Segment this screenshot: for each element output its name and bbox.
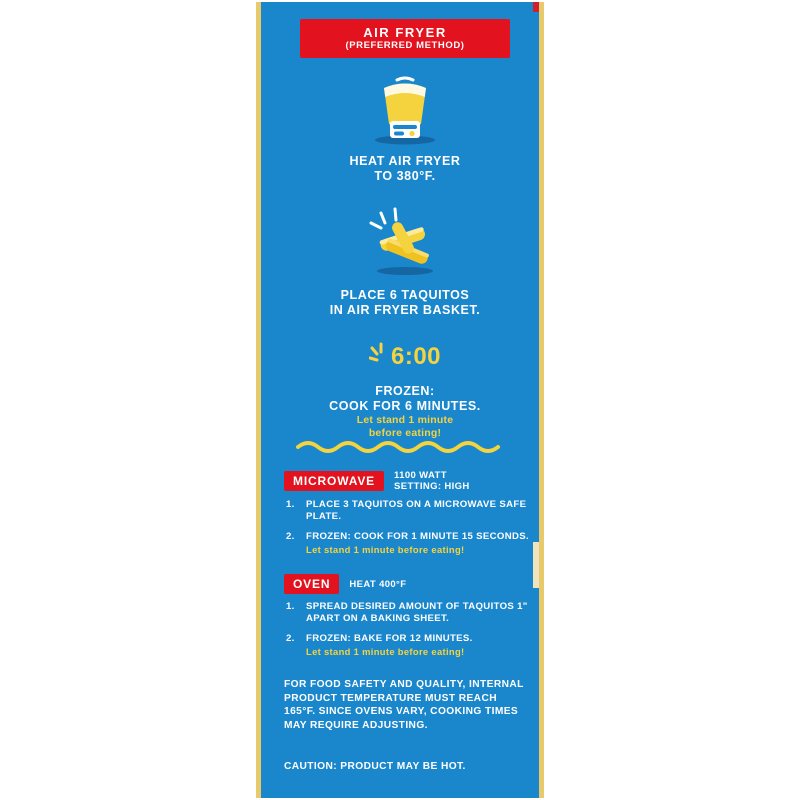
list-item: [284, 633, 532, 657]
air-fryer-step-3-text: [266, 384, 544, 440]
air-fryer-step-1-text: [266, 154, 544, 184]
oven-note-line1: HEAT 400°F: [349, 578, 407, 590]
air-fryer-banner-subtitle: (PREFERRED METHOD): [345, 40, 465, 51]
microwave-note: [394, 470, 470, 492]
taquitos-icon: [345, 207, 465, 279]
microwave-header: [284, 470, 532, 492]
list-item: [284, 499, 532, 523]
package-back-panel: [256, 2, 544, 798]
air-fryer-step-3-line1: FROZEN:: [375, 384, 435, 398]
oven-section: [284, 574, 532, 666]
microwave-section: [284, 470, 532, 564]
air-fryer-icon: [350, 70, 460, 148]
microwave-note-line2: SETTING: HIGH: [394, 481, 470, 492]
oven-note: [349, 579, 406, 590]
oven-pill: OVEN: [284, 574, 339, 594]
air-fryer-icon-wrap: [266, 70, 544, 153]
oven-step-2-text: FROZEN: BAKE FOR 12 MINUTES.: [306, 633, 473, 645]
air-fryer-step-3-note1: Let stand 1 minute: [356, 414, 454, 426]
timer-row: [266, 342, 544, 371]
food-safety-text: FOR FOOD SAFETY AND QUALITY, INTERNAL PRODUCT TEMPERATURE MUST REACH 165°F. SINCE OVENS VARY, COOKING TIMES MAY REQUIRE ADJUSTING.: [284, 679, 524, 731]
microwave-step-1-num: 1.: [286, 499, 295, 510]
air-fryer-step-3-line2: COOK FOR 6 MINUTES.: [329, 399, 481, 413]
oven-step-2-num: 2.: [286, 633, 295, 645]
air-fryer-banner: [300, 19, 510, 58]
timer-value: 6:00: [391, 343, 441, 370]
air-fryer-step-2-line1: PLACE 6 TAQUITOS: [340, 288, 470, 302]
wavy-divider: [296, 438, 514, 454]
microwave-step-2-num: 2.: [286, 531, 295, 543]
panel-edge-tab: [533, 542, 539, 588]
microwave-step-2-text: FROZEN: COOK FOR 1 MINUTE 15 SECONDS.: [306, 531, 529, 543]
oven-step-1-num: 1.: [286, 601, 295, 612]
air-fryer-banner-title: AIR FRYER: [363, 25, 447, 40]
microwave-note-line1: 1100 WATT: [394, 470, 447, 481]
microwave-step-2-note: Let stand 1 minute before eating!: [306, 543, 465, 555]
taquitos-icon-wrap: [266, 207, 544, 284]
microwave-pill: MICROWAVE: [284, 471, 384, 491]
oven-steps: [284, 601, 532, 658]
air-fryer-step-3-note2: before eating!: [368, 427, 442, 439]
air-fryer-step-1-line2: TO 380°F.: [374, 169, 436, 183]
microwave-step-1-text: PLACE 3 TAQUITOS ON A MICROWAVE SAFE PLATE.: [306, 499, 527, 523]
panel-inner: [266, 2, 544, 798]
oven-header: [284, 574, 532, 594]
microwave-steps: [284, 499, 532, 556]
list-item: [284, 601, 532, 625]
timer-spark-icon: [369, 342, 391, 368]
oven-step-2-note: Let stand 1 minute before eating!: [306, 645, 465, 657]
oven-step-1-text: SPREAD DESIRED AMOUNT OF TAQUITOS 1" APART ON A BAKING SHEET.: [306, 601, 528, 625]
panel-edge-tab-top: [533, 2, 539, 12]
air-fryer-step-1-line1: HEAT AIR FRYER: [349, 154, 461, 168]
list-item: [284, 531, 532, 555]
air-fryer-step-2-line2: IN AIR FRYER BASKET.: [329, 303, 481, 317]
air-fryer-step-2-text: [266, 288, 544, 318]
caution-text: CAUTION: PRODUCT MAY BE HOT.: [284, 761, 466, 772]
